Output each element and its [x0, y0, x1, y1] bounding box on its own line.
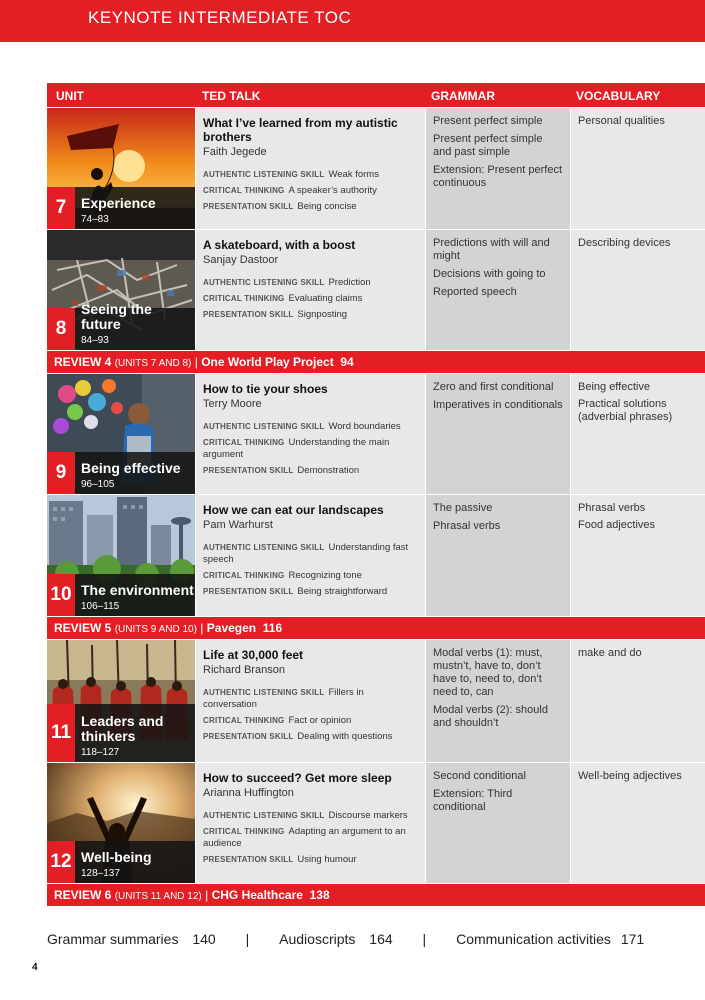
page-number: 4 — [32, 962, 38, 973]
skill-value: Demonstration — [297, 465, 360, 476]
skill-value: Being concise — [297, 201, 357, 212]
column-header-grammar: GRAMMAR — [431, 89, 495, 103]
unit-pages: 74–83 — [81, 214, 109, 225]
grammar-cell — [426, 763, 570, 883]
skill-label: CRITICAL THINKING — [203, 294, 285, 303]
skill-line — [203, 293, 418, 305]
unit-cell — [47, 640, 195, 762]
skill-label: PRESENTATION SKILL — [203, 466, 294, 475]
skill-value: Understanding fast speech — [203, 542, 409, 565]
vocabulary-item: Being effective — [578, 381, 650, 393]
grammar-item: Phrasal verbs — [433, 520, 501, 532]
review-bar — [47, 884, 705, 906]
talk-speaker: Terry Moore — [203, 398, 262, 410]
unit-cell — [47, 495, 195, 616]
talk-cell — [196, 374, 425, 494]
talk-title: What I’ve learned from my autistic brothers — [203, 116, 398, 144]
skill-label: PRESENTATION SKILL — [203, 310, 294, 319]
unit-title: Leaders and thinkers — [81, 713, 164, 744]
skill-line — [203, 826, 418, 850]
unit-pages: 84–93 — [81, 335, 109, 346]
unit-title: Experience — [81, 195, 156, 211]
review-project: One World Play Project — [201, 355, 334, 369]
skill-value: Recognizing tone — [288, 570, 362, 581]
grammar-item: Reported speech — [433, 286, 517, 298]
talk-title: How to tie your shoes — [203, 382, 328, 396]
unit-number: 10 — [47, 574, 75, 616]
skill-value: Prediction — [328, 277, 371, 288]
skill-label: PRESENTATION SKILL — [203, 202, 294, 211]
grammar-item: Predictions with will and might — [433, 237, 550, 262]
unit-title: Being effective — [81, 460, 181, 476]
grammar-cell — [426, 495, 570, 616]
skill-line — [203, 421, 418, 433]
unit-row — [47, 108, 705, 229]
unit-number: 7 — [47, 187, 75, 229]
talk-speaker: Pam Warhurst — [203, 519, 273, 531]
unit-title: Seeing the future — [81, 301, 152, 332]
review-bar — [47, 617, 705, 639]
grammar-summaries-page: 140 — [192, 931, 216, 947]
skill-label: CRITICAL THINKING — [203, 827, 285, 836]
skill-value: Signposting — [297, 309, 348, 320]
review-bar — [47, 351, 705, 373]
skill-label: CRITICAL THINKING — [203, 571, 285, 580]
skill-line — [203, 715, 418, 727]
unit-row — [47, 640, 705, 762]
unit-pages: 106–115 — [81, 601, 120, 612]
review-page: 138 — [309, 888, 330, 902]
talk-title: How we can eat our landscapes — [203, 503, 384, 517]
table-header — [47, 83, 705, 107]
review-label: REVIEW 5 — [54, 621, 112, 635]
unit-number: 8 — [47, 308, 75, 350]
document-title: KEYNOTE INTERMEDIATE TOC — [88, 8, 352, 27]
unit-row — [47, 230, 705, 350]
skill-line — [203, 169, 418, 181]
skill-label: PRESENTATION SKILL — [203, 732, 294, 741]
skill-label: CRITICAL THINKING — [203, 438, 285, 447]
talk-speaker: Sanjay Dastoor — [203, 254, 279, 266]
vocabulary-item: Phrasal verbs — [578, 502, 646, 514]
unit-title: Well-being — [81, 849, 152, 865]
review-project: Pavegen — [206, 621, 257, 635]
skill-value: Fact or opinion — [288, 715, 352, 726]
skill-value: Understanding the main argument — [203, 437, 390, 460]
column-header-vocabulary: VOCABULARY — [576, 89, 661, 103]
grammar-item: Zero and first conditional — [433, 381, 554, 393]
grammar-item: The passive — [433, 502, 493, 514]
unit-cell — [47, 374, 195, 494]
talk-speaker: Arianna Huffington — [203, 787, 294, 799]
review-project: CHG Healthcare — [211, 888, 303, 902]
skill-label: AUTHENTIC LISTENING SKILL — [203, 422, 325, 431]
review-separator: | — [200, 621, 204, 635]
talk-cell — [196, 640, 425, 762]
skill-value: Evaluating claims — [288, 293, 363, 304]
talk-cell — [196, 108, 425, 229]
grammar-cell — [426, 108, 570, 229]
vocabulary-item: make and do — [578, 647, 642, 659]
skill-label: CRITICAL THINKING — [203, 716, 285, 725]
skill-value: Using humour — [297, 854, 357, 865]
vocabulary-item: Food adjectives — [578, 519, 656, 531]
unit-pages: 96–105 — [81, 479, 115, 490]
skill-value: Adapting an argument to an audience — [203, 826, 406, 849]
column-header-talk: TED TALK — [202, 89, 261, 103]
talk-title: How to succeed? Get more sleep — [203, 771, 392, 785]
skill-value: Being straightforward — [297, 586, 388, 597]
grammar-item: Present perfect simple and past simple — [433, 133, 543, 158]
skill-value: A speaker’s authority — [288, 185, 377, 196]
skill-line — [203, 542, 418, 566]
grammar-item: Decisions with going to — [433, 268, 546, 280]
communication-activities-label: Communication activities — [456, 931, 611, 947]
skill-line — [203, 465, 418, 477]
skill-line — [203, 309, 418, 321]
unit-number: 12 — [47, 841, 75, 883]
skill-label: AUTHENTIC LISTENING SKILL — [203, 688, 325, 697]
talk-title: Life at 30,000 feet — [203, 648, 304, 662]
vocabulary-cell — [571, 374, 705, 494]
unit-pages: 128–137 — [81, 868, 120, 879]
review-separator: | — [194, 355, 198, 369]
review-label: REVIEW 4 — [54, 355, 112, 369]
vocabulary-cell — [571, 230, 705, 350]
unit-row — [47, 495, 705, 616]
skill-label: AUTHENTIC LISTENING SKILL — [203, 811, 325, 820]
grammar-item: Modal verbs (1): must, mustn’t, have to, don’t have to, need to, don’t need to, can — [433, 647, 543, 698]
grammar-item: Extension: Present perfect continuous — [433, 164, 563, 189]
communication-activities-page: 171 — [620, 931, 645, 947]
unit-title: The environment — [81, 582, 194, 598]
unit-pages: 118–127 — [81, 747, 120, 758]
grammar-cell — [426, 374, 570, 494]
talk-speaker: Richard Branson — [203, 664, 285, 676]
skill-value: Word boundaries — [328, 421, 401, 432]
skill-label: PRESENTATION SKILL — [203, 855, 294, 864]
footer-links — [47, 931, 687, 947]
skill-line — [203, 201, 418, 213]
footer-separator: | — [422, 931, 427, 947]
grammar-summaries-label: Grammar summaries — [47, 931, 179, 947]
top-banner — [0, 0, 705, 42]
talk-cell — [196, 495, 425, 616]
grammar-cell — [426, 640, 570, 762]
skill-line — [203, 731, 418, 743]
skill-value: Discourse markers — [328, 810, 408, 821]
grammar-item: Modal verbs (2): should and shouldn’t — [433, 704, 548, 729]
talk-cell — [196, 763, 425, 883]
audioscripts-label: Audioscripts — [279, 931, 356, 947]
unit-number: 9 — [47, 452, 75, 494]
skill-value: Fillers in conversation — [203, 687, 364, 710]
skill-label: CRITICAL THINKING — [203, 186, 285, 195]
vocabulary-item: Well-being adjectives — [578, 770, 682, 782]
skill-line — [203, 185, 418, 197]
unit-row — [47, 763, 705, 883]
review-units: (UNITS 7 AND 8) — [114, 358, 192, 369]
grammar-item: Imperatives in conditionals — [433, 399, 563, 411]
review-label: REVIEW 6 — [54, 888, 112, 902]
skill-line — [203, 586, 418, 598]
unit-number: 11 — [47, 704, 75, 762]
vocabulary-item: Practical solutions (adverbial phrases) — [578, 398, 673, 423]
skill-label: AUTHENTIC LISTENING SKILL — [203, 170, 325, 179]
talk-cell — [196, 230, 425, 350]
column-header-unit: UNIT — [56, 89, 84, 103]
unit-cell — [47, 763, 195, 883]
vocabulary-item: Describing devices — [578, 237, 671, 249]
vocabulary-cell — [571, 640, 705, 762]
grammar-cell — [426, 230, 570, 350]
skill-line — [203, 854, 418, 866]
skill-label: AUTHENTIC LISTENING SKILL — [203, 278, 325, 287]
skill-line — [203, 277, 418, 289]
skill-value: Weak forms — [328, 169, 379, 180]
skill-label: PRESENTATION SKILL — [203, 587, 294, 596]
review-page: 94 — [340, 355, 354, 369]
vocabulary-cell — [571, 763, 705, 883]
skill-line — [203, 437, 418, 461]
audioscripts-page: 164 — [369, 931, 393, 947]
unit-cell — [47, 230, 195, 350]
talk-speaker: Faith Jegede — [203, 146, 267, 158]
review-units: (UNITS 11 AND 12) — [114, 891, 202, 902]
skill-value: Dealing with questions — [297, 731, 393, 742]
grammar-item: Extension: Third conditional — [433, 788, 513, 813]
grammar-item: Present perfect simple — [433, 115, 543, 127]
footer-separator: | — [245, 931, 250, 947]
skill-line — [203, 687, 418, 711]
review-page: 116 — [262, 621, 283, 635]
skill-label: AUTHENTIC LISTENING SKILL — [203, 543, 325, 552]
grammar-item: Second conditional — [433, 770, 526, 782]
unit-row — [47, 374, 705, 494]
vocabulary-cell — [571, 108, 705, 229]
vocabulary-cell — [571, 495, 705, 616]
skill-line — [203, 810, 418, 822]
review-separator: | — [205, 888, 209, 902]
talk-title: A skateboard, with a boost — [203, 238, 356, 252]
unit-cell — [47, 108, 195, 229]
skill-line — [203, 570, 418, 582]
review-units: (UNITS 9 AND 10) — [114, 624, 197, 635]
toc-table — [47, 83, 705, 906]
vocabulary-item: Personal qualities — [578, 115, 665, 127]
